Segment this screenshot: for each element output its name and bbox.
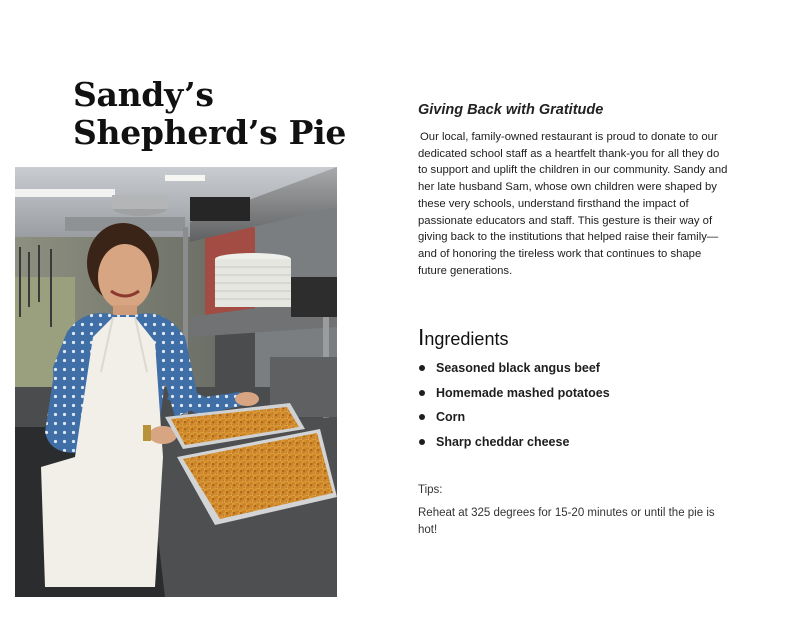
list-item: [418, 432, 610, 457]
list-item: [418, 383, 610, 408]
page-title: Sandy’s Shepherd’s Pie: [73, 75, 347, 152]
list-item: [418, 407, 610, 432]
gratitude-body: Our local, family-owned restaurant is proud to donate to our dedicated school staff as a heartfelt thank-you for all they do to support and uplift the children in our community. Sandy and her late husband Sam, whose own children were shaped by these very schools, understand firsthand the impact of passionate educators and staff. This gesture is their way of giving back to the institutions that helped raise their family—and of honoring the tireless work that continues to shape future generations.: [418, 131, 728, 277]
bullet-icon: [419, 390, 425, 396]
gratitude-heading: Giving Back with Gratitude: [418, 102, 604, 118]
ingredient-label: Corn: [436, 410, 466, 424]
list-item: [418, 358, 610, 383]
ingredient-label: Sharp cheddar cheese: [436, 434, 570, 449]
ingredient-label: Homemade mashed potatoes: [436, 385, 610, 400]
bullet-icon: [419, 414, 425, 420]
tips-label: Tips:: [418, 484, 443, 496]
kitchen-photo: [15, 167, 337, 597]
gratitude-section: [418, 100, 730, 279]
tips-text: Reheat at 325 degrees for 15-20 minutes or until the pie is hot!: [418, 507, 715, 536]
bullet-icon: [419, 365, 425, 371]
ingredients-heading-rest: ngredients: [424, 329, 509, 349]
bullet-icon: [419, 439, 425, 445]
ingredients-heading: [418, 324, 508, 351]
ingredient-list: [418, 358, 610, 456]
ingredient-label: Seasoned black angus beef: [436, 361, 600, 375]
ingredients-heading-initial: I: [418, 324, 425, 350]
